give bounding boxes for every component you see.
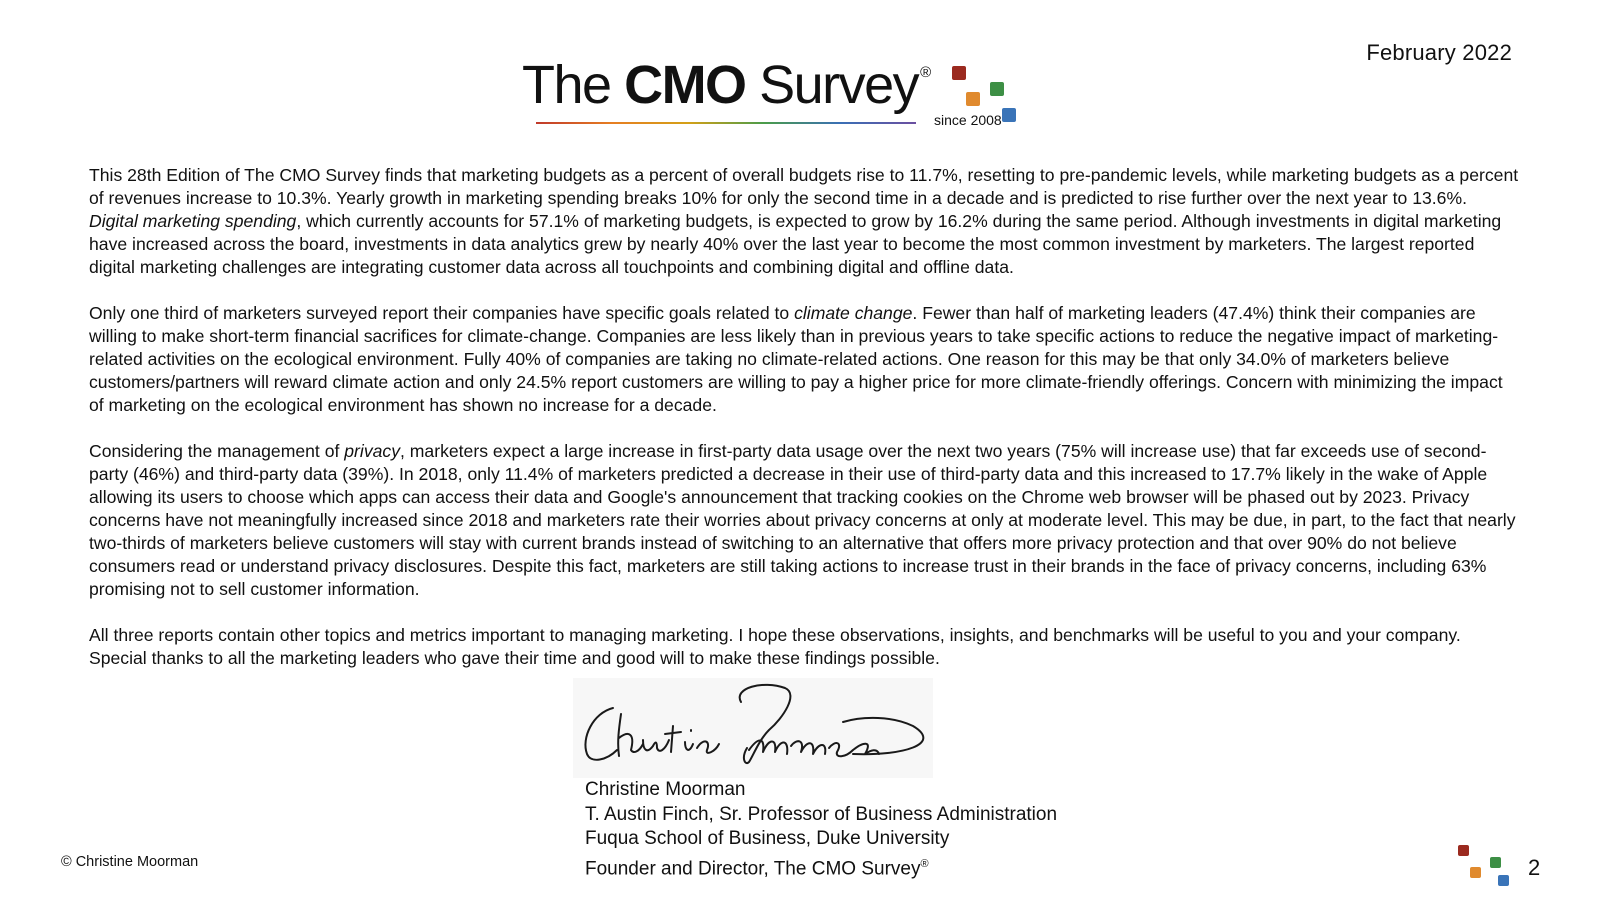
corner-logo-squares-icon	[1458, 845, 1506, 891]
signature-icon	[573, 678, 933, 778]
page-number: 2	[1528, 855, 1541, 880]
emphasis-climate-change: climate change	[794, 303, 913, 323]
emphasis-privacy: privacy	[344, 441, 400, 461]
document-date: February 2022	[1366, 40, 1512, 65]
signer-block	[585, 778, 1057, 881]
logo-square-green-icon	[990, 82, 1004, 96]
handwritten-signature	[573, 678, 933, 778]
paragraph-budgets: This 28th Edition of The CMO Survey finds that marketing budgets as a percent of overall budgets rise to 11.7%, resetting to pre-pandemic levels, while marketing budgets as a percent of revenues increase to 10.3%. Yearly growth in marketing spending breaks 10% for only the second time in a decade and is predicted to rise further over the next year to 13.6%. Digital marketing spending, which currently accounts for 57.1% of marketing budgets, is expected to grow by 16.2% during the same period. Although investments in digital marketing have increased across the board, investments in data analytics grew by nearly 40% over the last year to become the most common investment by marketers. The largest reported digital marketing challenges are integrating customer data across all touchpoints and combining digital and offline data.	[89, 165, 1519, 277]
signer-role: Founder and Director, The CMO Survey®	[585, 857, 929, 879]
corner-square-green-icon	[1490, 857, 1501, 868]
letter-body	[89, 164, 1519, 693]
logo-square-red-icon	[952, 66, 966, 80]
emphasis-digital-marketing: Digital marketing spending	[89, 211, 297, 231]
logo-square-orange-icon	[966, 92, 980, 106]
logo-since-text: since 2008	[934, 112, 1002, 128]
logo-registered-mark: ®	[920, 64, 930, 81]
corner-square-blue-icon	[1498, 875, 1509, 886]
copyright-notice: © Christine Moorman	[61, 854, 199, 870]
paragraph-climate: Only one third of marketers surveyed report their companies have specific goals related to climate change. Fewer than half of marketing leaders (47.4%) think their companies are willing to make short-term financial sacrifices for climate-change. Companies are less likely than in previous years to take specific actions to reduce the negative impact of marketing-related activities on the ecological environment. Fully 40% of companies are taking no climate-related actions. One reason for this may be that only 34.0% of marketers believe customers/partners will reward climate action and only 24.5% report customers are willing to pay a higher price for more climate-friendly offerings. Concern with minimizing the impact of marketing on the ecological environment has shown no increase for a decade.	[89, 303, 1503, 415]
cmo-survey-logo	[522, 55, 1042, 136]
corner-square-red-icon	[1458, 845, 1469, 856]
paragraph-closing: All three reports contain other topics and metrics important to managing marketing. I hope these observations, insights, and benchmarks will be useful to you and your company. Special thanks to all the marketing leaders who gave their time and good will to make these findings possible.	[89, 625, 1461, 668]
signer-name: Christine Moorman	[585, 779, 746, 800]
logo-square-blue-icon	[1002, 108, 1016, 122]
logo-word-cmo: CMO	[624, 55, 746, 115]
logo-gradient-underline	[536, 122, 916, 124]
logo-wordmark	[522, 55, 930, 115]
signer-school: Fuqua School of Business, Duke University	[585, 828, 950, 849]
corner-square-orange-icon	[1470, 867, 1481, 878]
registered-mark: ®	[920, 857, 929, 870]
logo-word-survey: Survey	[759, 55, 919, 115]
signer-title: T. Austin Finch, Sr. Professor of Business Administration	[585, 803, 1058, 825]
logo-word-the: The	[522, 55, 611, 115]
paragraph-privacy: Considering the management of privacy, marketers expect a large increase in first-party data usage over the next two years (75% will increase use) that far exceeds use of second-party (46%) and third-party data (39%). In 2018, only 11.4% of marketers predicted a decrease in their use of third-party data and this increased to 17.7% likely in the wake of Apple allowing its users to choose which apps can access their data and Google's announcement that tracking cookies on the Chrome web browser will be phased out by 2023. Privacy concerns have not meaningfully increased since 2018 and marketers rate their worries about privacy concerns at only at moderate level. This may be due, in part, to the fact that nearly two-thirds of marketers believe customers will stay with current brands instead of switching to an alternative that offers more privacy protection and that over 90% do not believe consumers read or understand privacy disclosures. Despite this fact, marketers are still taking actions to increase trust in their brands in the face of privacy concerns, including 63% promising not to sell customer information.	[89, 441, 1516, 599]
